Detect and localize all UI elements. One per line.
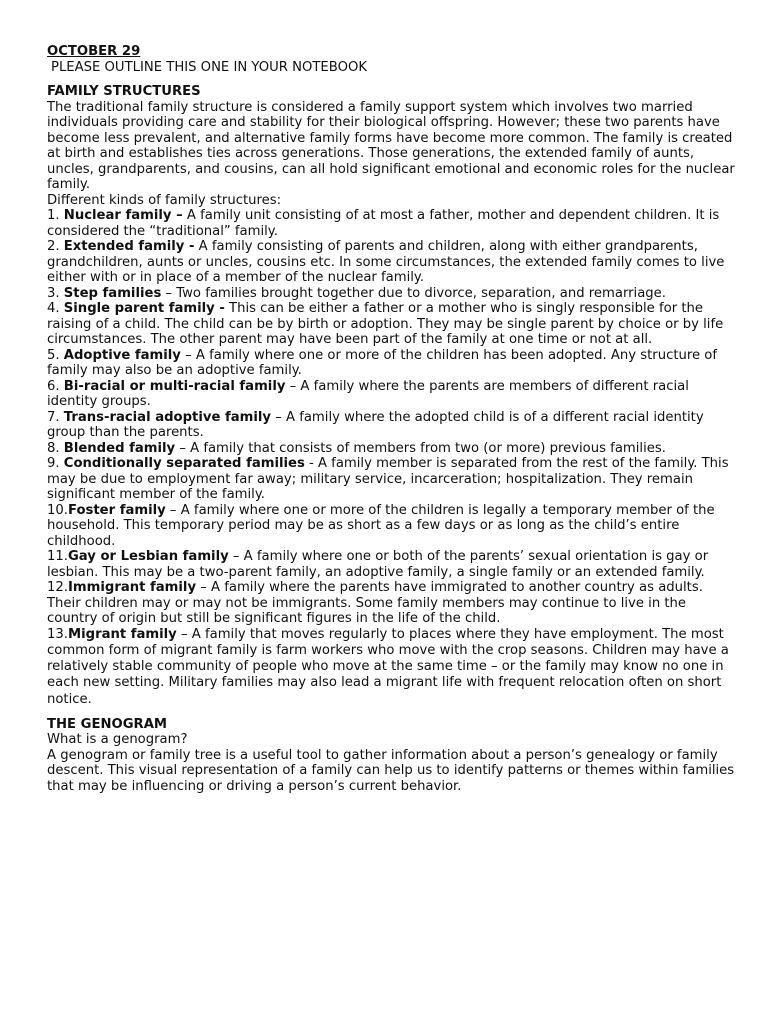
item-term: Single parent family - bbox=[63, 301, 225, 316]
item-term: Step families bbox=[63, 285, 162, 301]
item-term: Adoptive family bbox=[63, 347, 181, 363]
spacer bbox=[47, 75, 737, 84]
list-item: 8. Blended family – A family that consists of members from two (or more) previous families. bbox=[47, 440, 666, 456]
item-term: Immigrant family bbox=[67, 580, 197, 595]
list-item: 4. Single parent family - This can be either a father or a mother who is singly responsible for the raising of a child. The child can be by birth or adoption. They may be single parent by choice or by life circumstances. The other parent may have been part of the family at one time or not at all. bbox=[47, 301, 724, 347]
family-structures-list bbox=[47, 208, 737, 708]
list-item: 5. Adoptive family – A family where one or more of the children has been adopted. Any structure of family may also be an adoptive family. bbox=[47, 347, 717, 378]
genogram-question: What is a genogram? bbox=[47, 732, 188, 748]
intro-paragraph: The traditional family structure is considered a family support system which involves two married individuals providing care and stability for their biological offspring. However; these two parents have become less prevalent, and alternative family forms have become more common. The family is created at birth and establishes ties across generations. Those generations, the extended family of aunts, uncles, grandparents, and cousins, can all hold significant emotional and economic roles for the nuclear family. bbox=[47, 99, 735, 192]
list-item: 1. Nuclear family – A family unit consisting of at most a father, mother and dependent children. It is considered the “traditional” family. bbox=[47, 208, 720, 239]
list-item: 10.Foster family – A family where one or more of the children is legally a temporary member of the household. This temporary period may be as short as a few days or as long as the child’s entire childhood. bbox=[47, 502, 715, 549]
spacer bbox=[47, 708, 737, 717]
list-item: 12.Immigrant family – A family where the parents have immigrated to another country as adults. Their children may or may not be immigrants. Some family members may continue to live in the country of origin but still be significant figures in the life of the child. bbox=[47, 580, 703, 626]
item-term: Nuclear family – bbox=[63, 208, 183, 223]
list-item: 7. Trans-racial adoptive family – A family where the adopted child is of a different racial identity group than the parents. bbox=[47, 409, 704, 440]
list-intro: Different kinds of family structures: bbox=[47, 192, 282, 208]
item-term: Bi-racial or multi-racial family bbox=[63, 378, 286, 394]
document-date: OCTOBER 29 bbox=[47, 44, 141, 59]
item-term: Gay or Lesbian family bbox=[67, 549, 229, 564]
item-term: Migrant family bbox=[67, 626, 177, 642]
item-term: Trans-racial adoptive family bbox=[63, 409, 272, 425]
item-term: Foster family bbox=[67, 502, 166, 518]
genogram-paragraph: A genogram or family tree is a useful tool to gather information about a person’s genealogy or family descent. This visual representation of a family can help us to identify patterns or themes within families that may be influencing or driving a person’s current behavior. bbox=[47, 747, 735, 794]
list-item: 9. Conditionally separated families - A family member is separated from the rest of the family. This may be due to employment far away; military service, incarceration; hospitalization. They remain significant member of the family. bbox=[47, 456, 729, 502]
list-item: 3. Step families – Two families brought together due to divorce, separation, and remarriage. bbox=[47, 285, 666, 301]
section-heading-family-structures: FAMILY STRUCTURES bbox=[47, 84, 201, 99]
item-term: Conditionally separated families bbox=[63, 456, 305, 471]
item-term: Extended family - bbox=[63, 239, 195, 254]
notebook-instruction: PLEASE OUTLINE THIS ONE IN YOUR NOTEBOOK bbox=[51, 59, 367, 75]
list-item: 13.Migrant family – A family that moves regularly to places where they have employment. The most common form of migrant family is farm workers who move with the crop seasons. Children may have a relatively stable community of people who move at the same time – or the family may know no one in each new setting. Military families may also lead a migrant life with frequent relocation often on short notice. bbox=[47, 626, 729, 707]
document-page bbox=[47, 44, 737, 794]
section-heading-genogram: THE GENOGRAM bbox=[47, 716, 168, 732]
item-term: Blended family bbox=[63, 440, 176, 456]
list-item: 6. Bi-racial or multi-racial family – A family where the parents are members of different racial identity groups. bbox=[47, 378, 689, 409]
list-item: 11.Gay or Lesbian family – A family where one or both of the parents’ sexual orientation is gay or lesbian. This may be a two-parent family, an adoptive family, a single family or an extended family. bbox=[47, 549, 709, 580]
list-item: 2. Extended family - A family consisting of parents and children, along with either grandparents, grandchildren, aunts or uncles, cousins etc. In some circumstances, the extended family comes to live either with or in place of a member of the nuclear family. bbox=[47, 239, 725, 285]
